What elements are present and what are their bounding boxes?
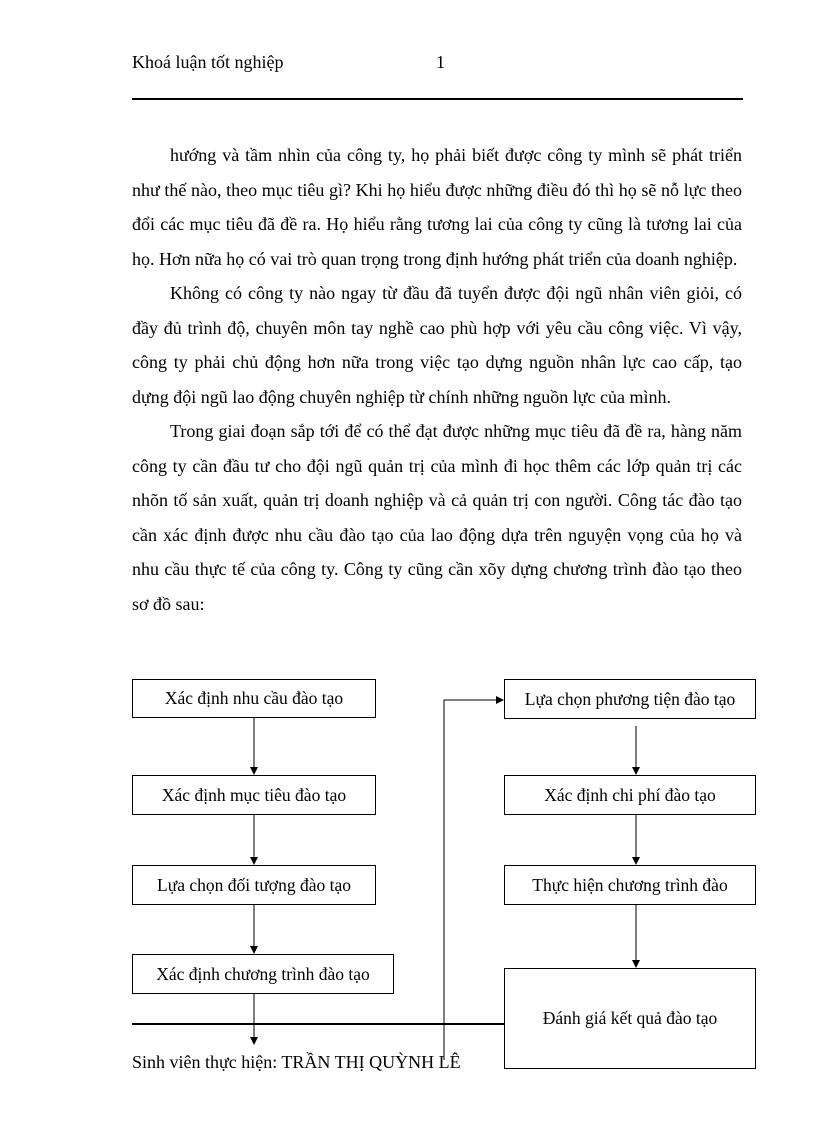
- flow-box-label: Xác định mục tiêu đào tạo: [161, 784, 347, 805]
- paragraph-2: Không có công ty nào ngay từ đầu đã tuyển được đội ngũ nhân viên giỏi, có đầy đủ trình độ, chuyên môn tay nghề cao phù hợp với yêu cầu công việc. Vì vậy, công ty phải chủ động hơn nữa trong việc tạo dựng nguồn nhân lực cao cấp, tạo dựng đội ngũ lao động chuyên nghiệp từ chính những nguồn lực của mình.: [132, 283, 742, 407]
- flow-box-left-3: [132, 865, 376, 905]
- flow-box-label: Lựa chọn đối tượng đào tạo: [157, 874, 351, 895]
- flow-box-label: Xác định chương trình đào tạo: [156, 963, 370, 984]
- flow-box-left-4: [132, 954, 394, 994]
- flow-box-left-2: [132, 775, 376, 815]
- flow-box-right-1: [504, 679, 756, 719]
- flow-box-right-2: [504, 775, 756, 815]
- footer-author: Sinh viên thực hiện: TRẦN THỊ QUỲNH LÊ: [132, 1052, 461, 1072]
- flow-box-label: Lựa chọn phương tiện đào tạo: [524, 688, 736, 709]
- flow-box-label: Thực hiện chương trình đào: [532, 874, 728, 895]
- document-header-title: Khoá luận tốt nghiệp: [132, 52, 284, 72]
- arrow-connector-to-right: [444, 700, 503, 1060]
- flow-box-left-1: [132, 679, 376, 718]
- page-number: 1: [436, 52, 445, 72]
- paragraph-1: hướng và tầm nhìn của công ty, họ phải biết được công ty mình sẽ phát triển như thế nào, theo mục tiêu gì? Khi họ hiểu được những điều đó thì họ sẽ nỗ lực theo đổi các mục tiêu đã đề ra. Họ hiểu rằng tương lai của công ty cũng là tương lai của họ. Hơn nữa họ có vai trò quan trọng trong định hướng phát triển của doanh nghiệp.: [132, 145, 742, 269]
- flow-box-right-4: [504, 968, 756, 1069]
- flow-box-label: Xác định nhu cầu đào tạo: [164, 688, 344, 708]
- flow-box-label: Đánh giá kết quả đào tạo: [542, 1008, 718, 1028]
- flow-box-label: Xác định chi phí đào tạo: [544, 784, 716, 805]
- paragraph-3: Trong giai đoạn sắp tới để có thể đạt được những mục tiêu đã đề ra, hàng năm công ty cần đầu tư cho đội ngũ quản trị của mình đi học thêm các lớp quản trị các nhõn tố sản xuất, quản trị doanh nghiệp và cả quản trị con người. Công tác đào tạo cần xác định được nhu cầu đào tạo của lao động dựa trên nguyện vọng của họ và nhu cầu thực tế của công ty. Công ty cũng cần xõy dựng chương trình đào tạo theo sơ đồ sau:: [132, 421, 742, 614]
- flow-box-right-3: [504, 865, 756, 905]
